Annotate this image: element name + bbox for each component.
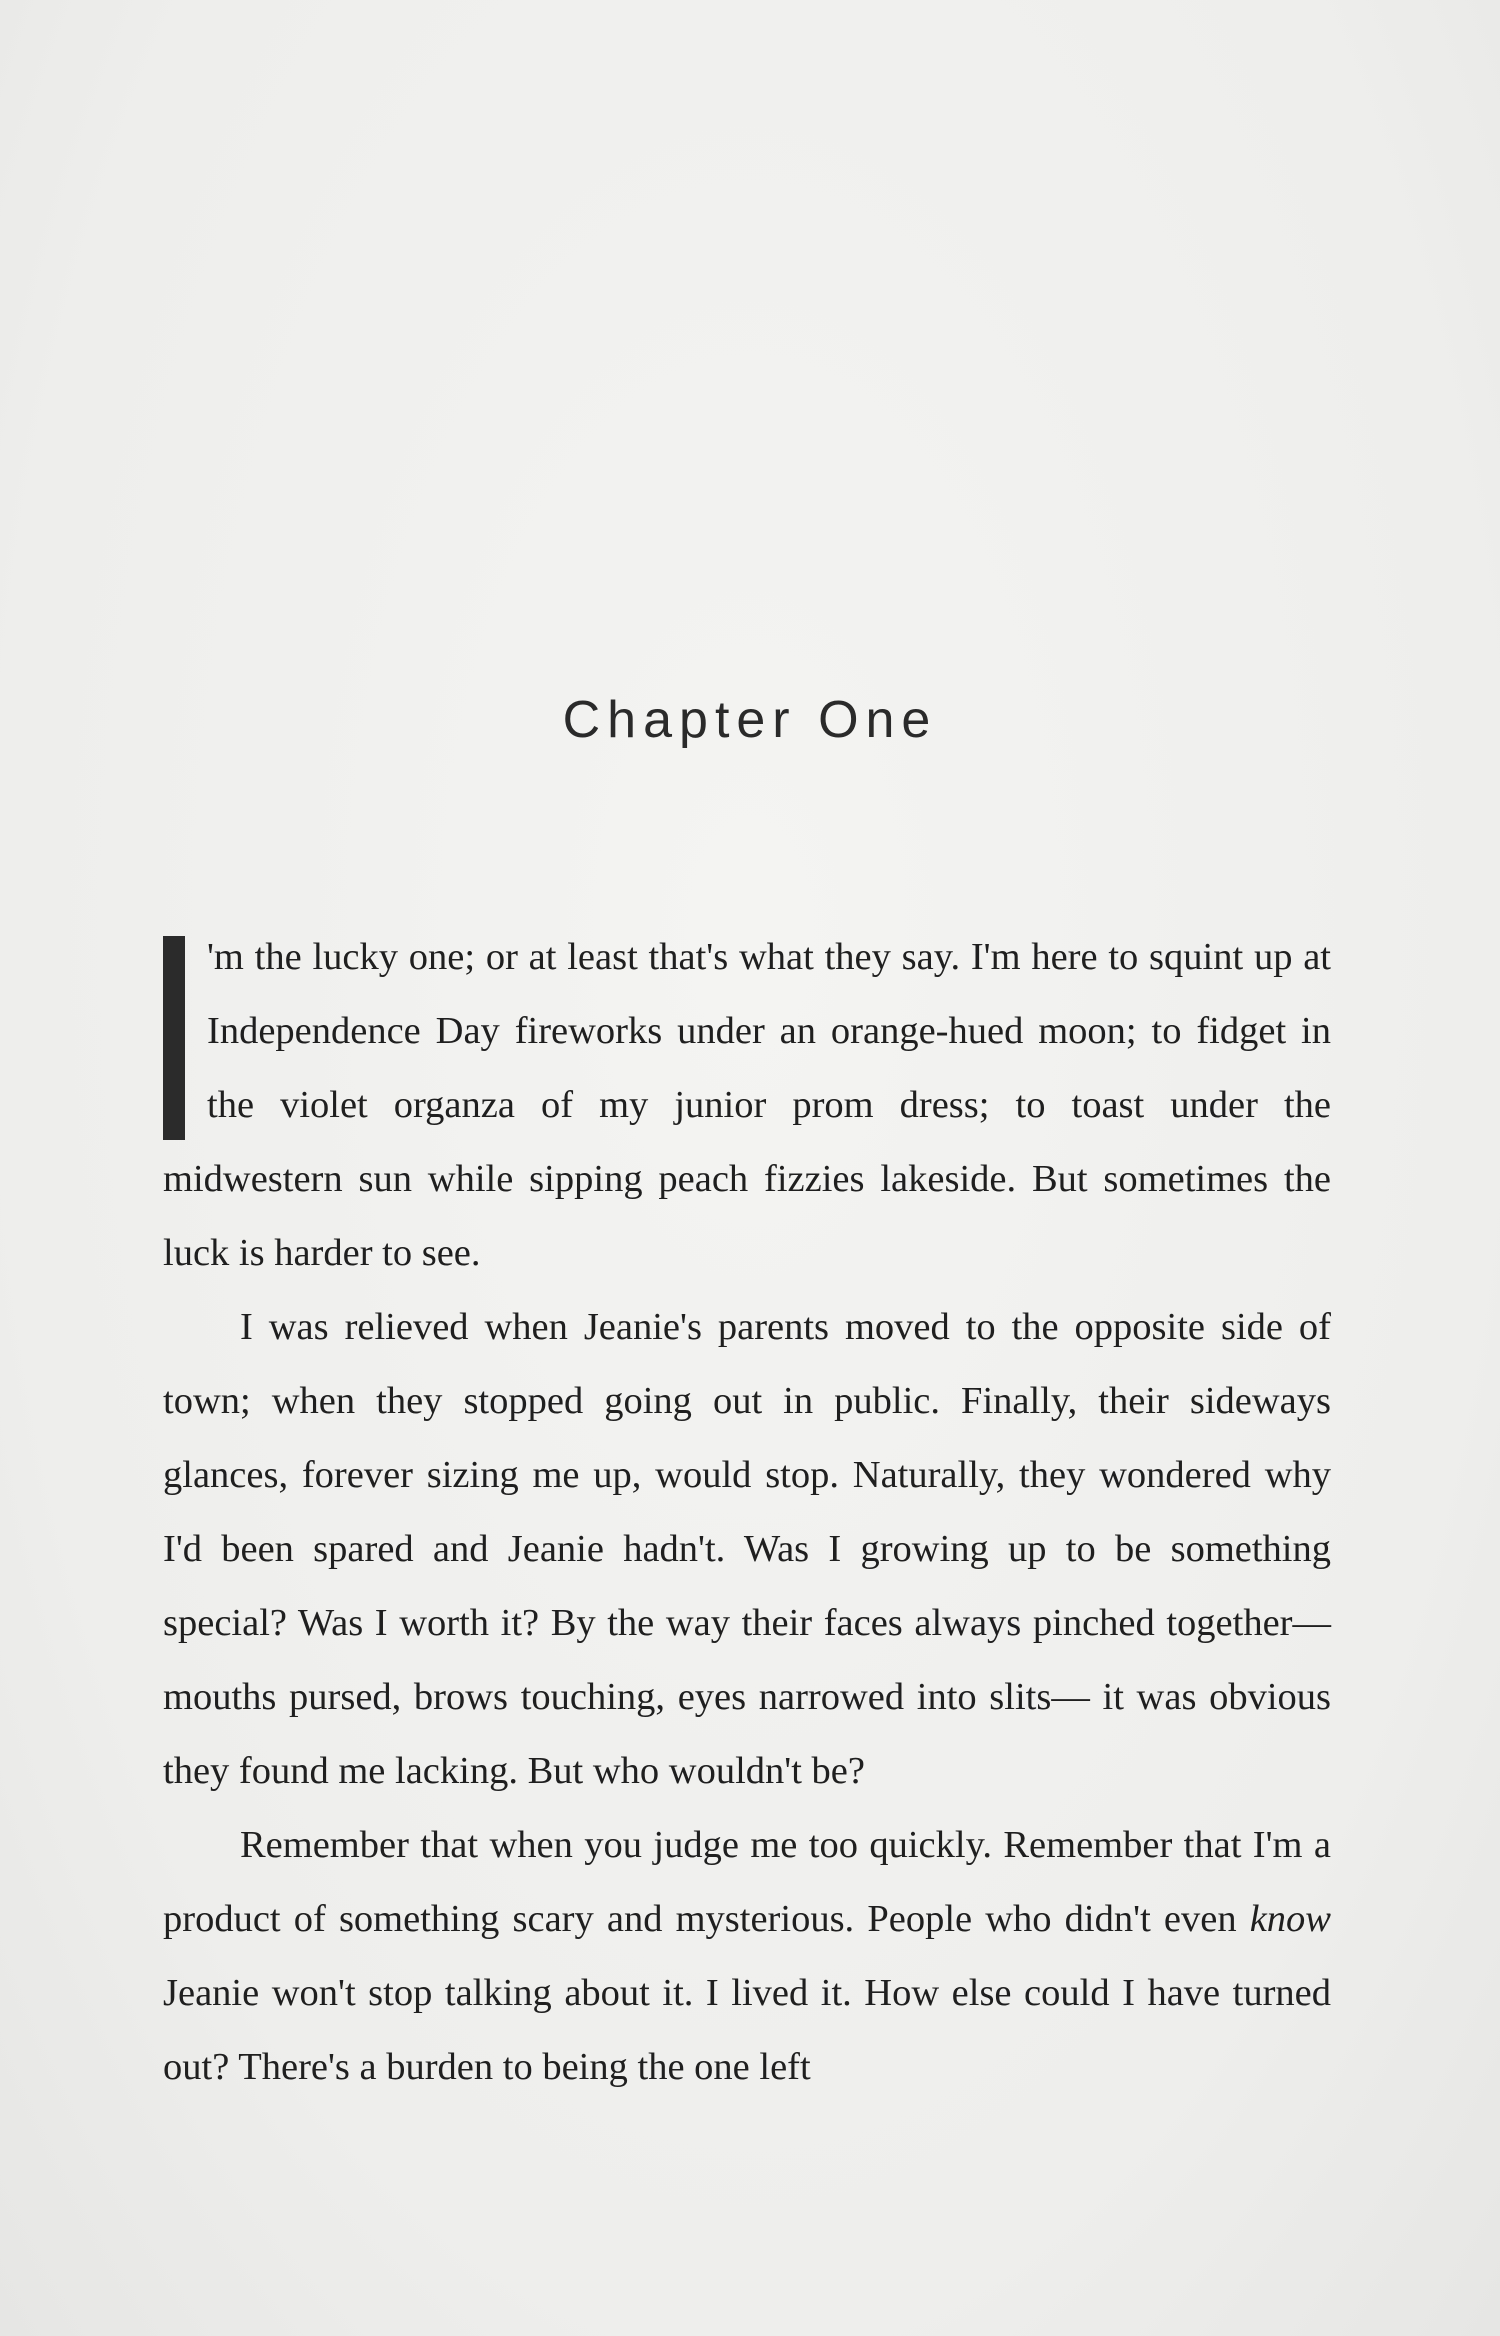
paragraph-2 <box>163 1290 1331 1808</box>
chapter-title: Chapter One <box>562 691 938 749</box>
drop-cap-letter <box>163 936 185 1140</box>
emphasized-word: know <box>1249 1898 1331 1940</box>
paragraph-3-text-before: Remember that when you judge me too quickly. Remember that I'm a product of something scary and mysterious. People who didn't even <box>163 1824 1331 1940</box>
chapter-body <box>163 920 1331 2104</box>
paragraph-1-text: 'm the lucky one; or at least that's what they say. I'm here to squint up at Independence Day fireworks under an orange-hued moon; to fidget in the violet organza of my junior prom dress; to toast under the midwestern sun while sipping peach fizzies lakeside. But sometimes the luck is harder to see. <box>163 936 1331 1274</box>
paragraph-3 <box>163 1808 1331 2104</box>
paragraph-2-text: I was relieved when Jeanie's parents moved to the opposite side of town; when they stopped going out in public. Finally, their sideways glances, forever sizing me up, would stop. Naturally, they wondered why I'd been spared and Jeanie hadn't. Was I growing up to be something special? Was I worth it? By the way their faces always pinched together—mouths pursed, brows touching, eyes narrowed into slits— it was obvious they found me lacking. But who wouldn't be? <box>163 1306 1331 1792</box>
paragraph-3-text-after: Jeanie won't stop talking about it. I lived it. How else could I have turned out? There's a burden to being the one left <box>163 1972 1331 2088</box>
paragraph-1 <box>163 920 1331 1290</box>
